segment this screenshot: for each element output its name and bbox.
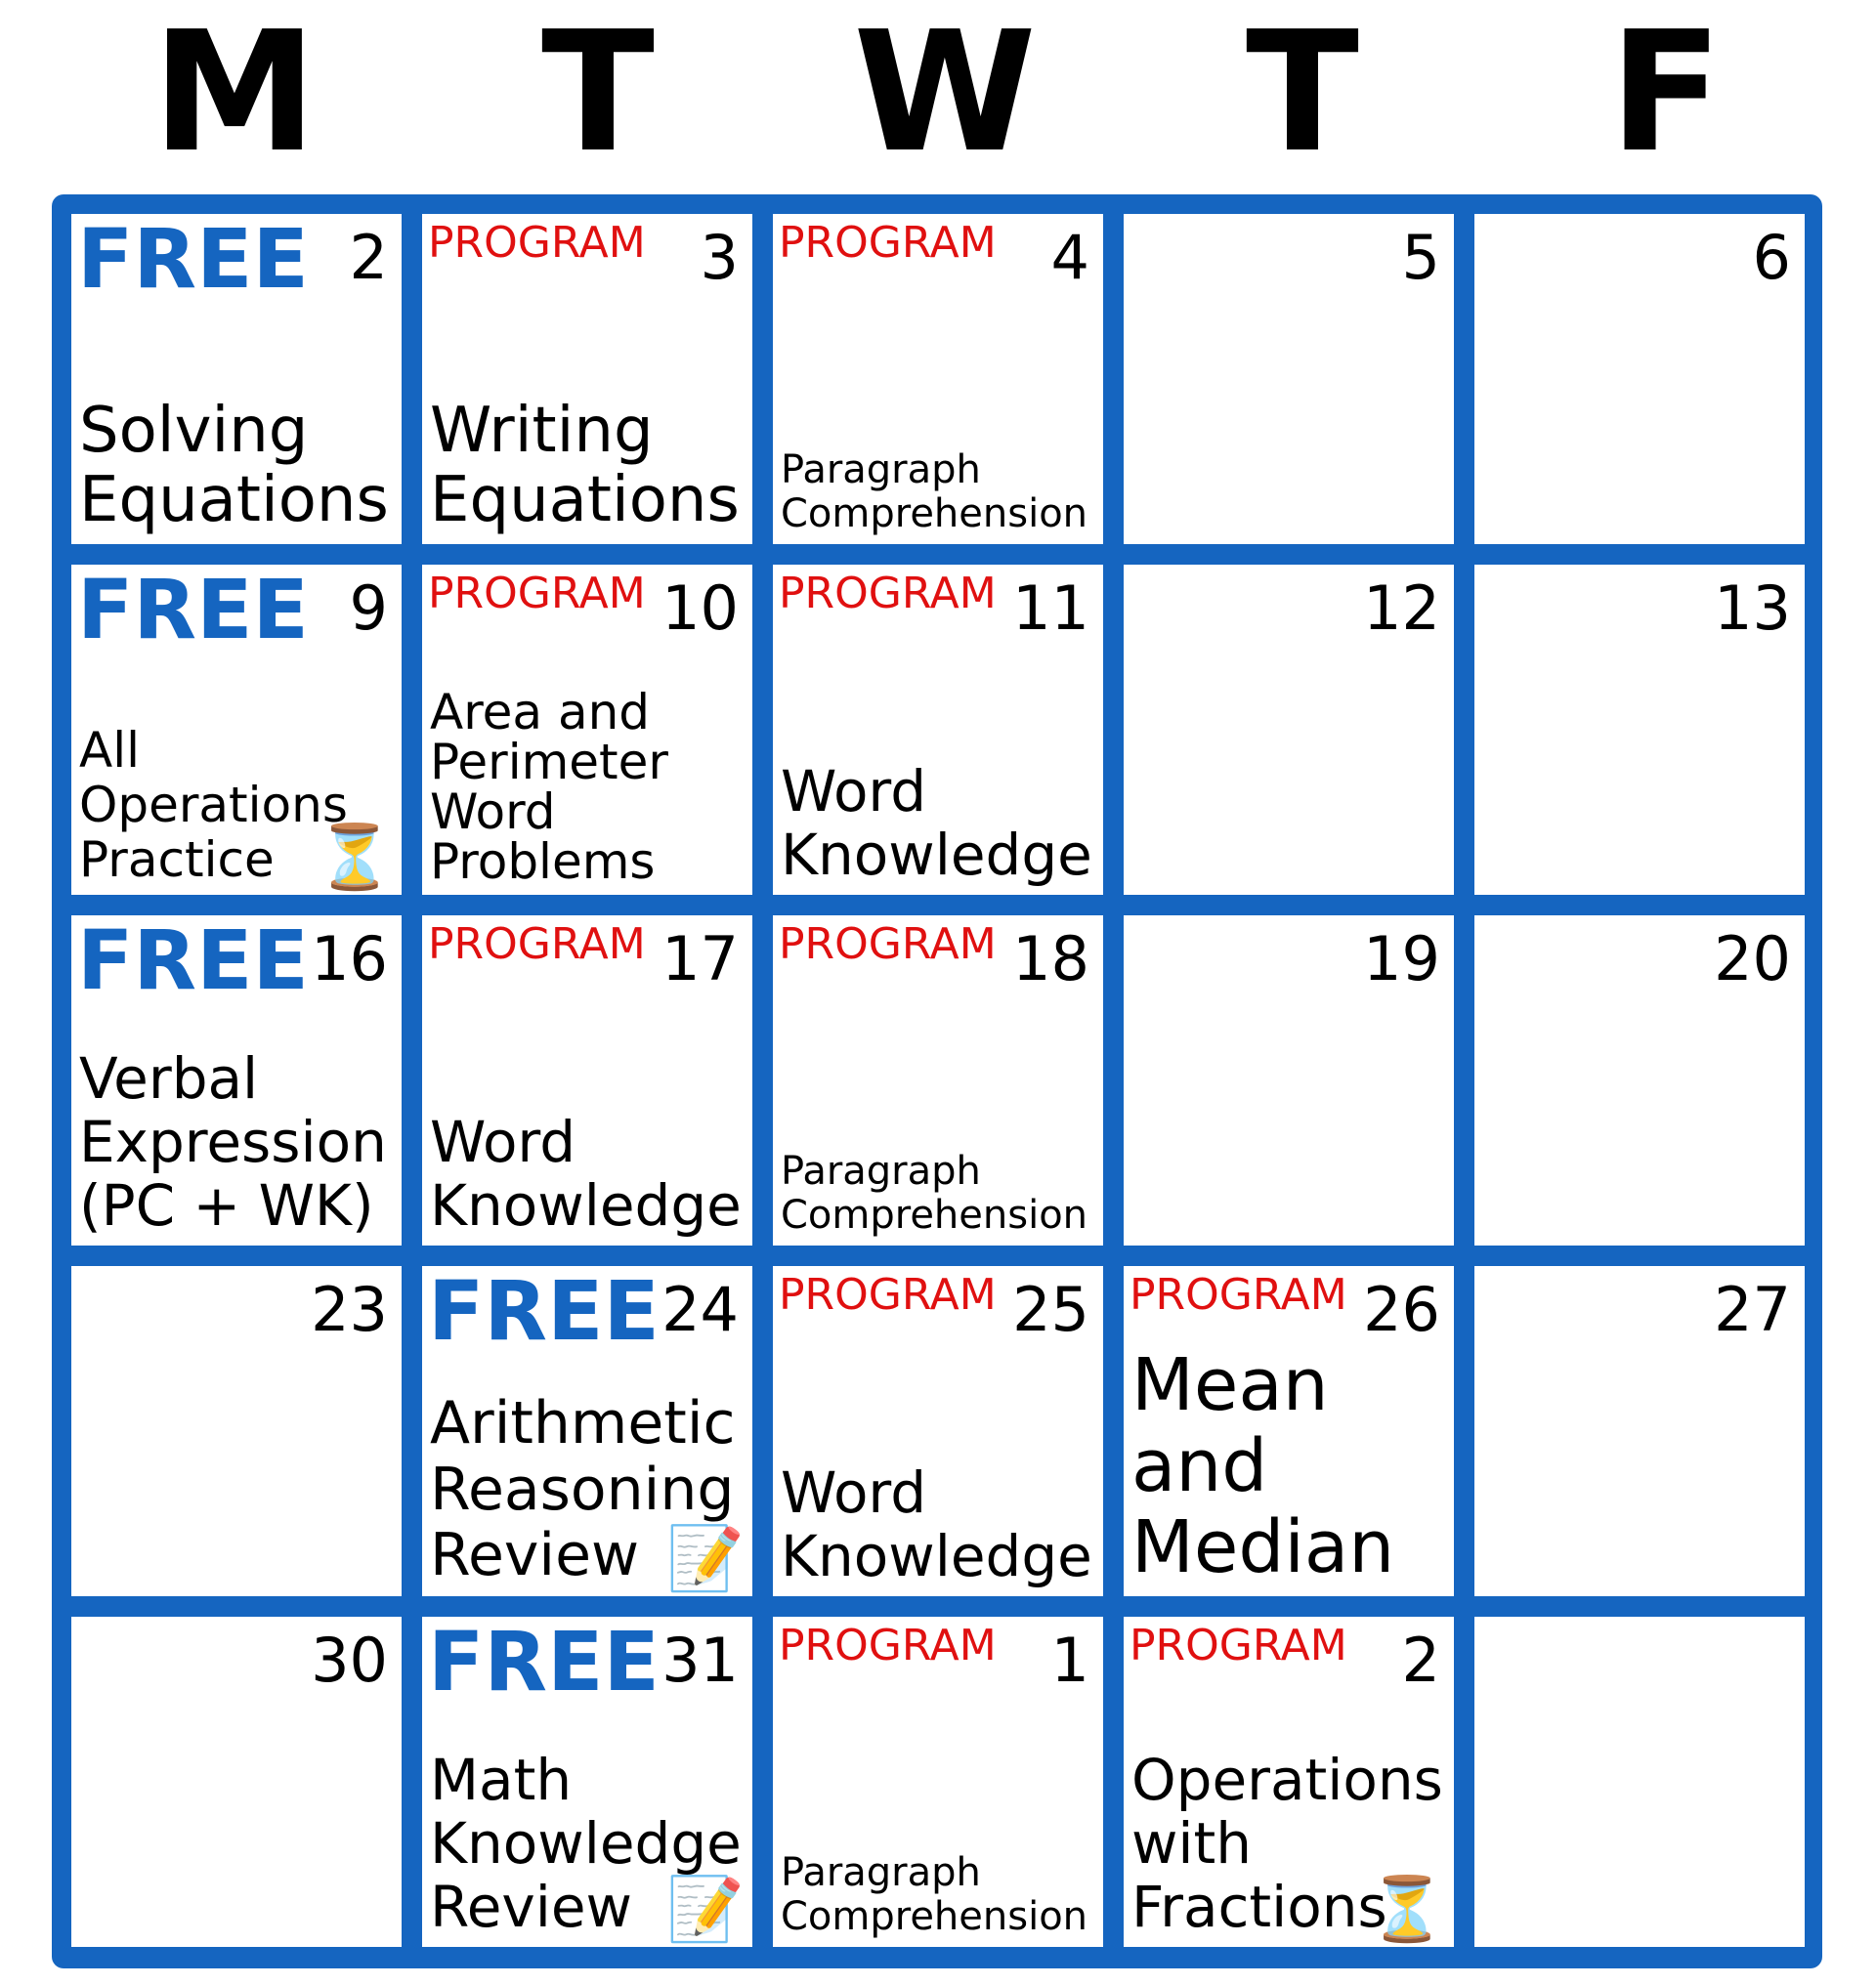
session-title <box>79 723 348 887</box>
program-tag: PROGRAM <box>779 218 997 268</box>
program-tag: PROGRAM <box>1130 1270 1347 1320</box>
session-title <box>430 1111 742 1238</box>
day-number: 26 <box>1363 1274 1440 1345</box>
weekday-thursday: T <box>1246 0 1359 190</box>
session-title-line: Writing <box>430 394 654 467</box>
day-cell <box>773 1617 1103 1947</box>
session-title <box>781 448 1087 536</box>
day-cell <box>1124 1266 1454 1596</box>
session-title-line: Word <box>430 783 556 840</box>
free-tag: FREE <box>428 1617 660 1710</box>
day-cell <box>1474 214 1805 544</box>
session-title <box>430 394 740 537</box>
session-title <box>430 684 668 890</box>
program-tag: PROGRAM <box>1130 1621 1347 1670</box>
session-title-line: Reasoning <box>430 1455 735 1524</box>
weekday-monday: M <box>151 0 318 190</box>
day-number: 23 <box>311 1274 388 1345</box>
session-title-line: Median <box>1131 1505 1395 1590</box>
day-cell <box>1474 1266 1805 1596</box>
day-number: 18 <box>1012 923 1089 994</box>
session-title-line: Equations <box>79 464 389 537</box>
day-cell <box>773 565 1103 895</box>
day-cell <box>1474 565 1805 895</box>
day-number: 11 <box>1012 572 1089 644</box>
session-title-line: Area and <box>430 684 651 740</box>
day-cell <box>71 915 402 1246</box>
session-title <box>79 394 389 537</box>
session-title-line: Review <box>430 1520 640 1589</box>
session-title-line: Knowledge <box>430 1810 742 1878</box>
day-cell <box>1124 565 1454 895</box>
day-number: 13 <box>1714 572 1791 644</box>
session-title <box>781 1851 1087 1939</box>
memo-pencil-icon: 📝 <box>666 1523 745 1595</box>
session-title-line: Fractions <box>1131 1874 1387 1941</box>
session-title-line: Review <box>430 1874 632 1941</box>
session-title-line: Expression <box>79 1109 387 1176</box>
day-cell <box>422 565 752 895</box>
session-title-line: Problems <box>430 833 656 890</box>
program-tag: PROGRAM <box>779 1270 997 1320</box>
hourglass-icon: ⏳ <box>316 822 394 894</box>
hourglass-icon: ⏳ <box>1368 1874 1446 1946</box>
day-number: 5 <box>1401 222 1440 293</box>
session-title-line: Comprehension <box>781 1193 1088 1239</box>
session-title <box>781 760 1092 887</box>
session-title-line: All <box>79 722 140 779</box>
day-cell <box>1474 915 1805 1246</box>
day-cell <box>71 1266 402 1596</box>
session-title-line: Paragraph <box>781 1149 981 1195</box>
day-cell <box>71 214 402 544</box>
session-title-line: Solving <box>79 394 309 467</box>
session-title <box>781 1150 1087 1238</box>
session-title-line: Practice <box>79 831 275 888</box>
session-title-line: Paragraph <box>781 447 981 493</box>
session-title <box>781 1461 1092 1588</box>
session-title-line: Word <box>781 758 927 825</box>
session-title-line: Knowledge <box>781 1523 1092 1590</box>
weekday-header <box>0 0 1876 195</box>
session-title-line: with <box>1131 1810 1253 1878</box>
program-tag: PROGRAM <box>779 919 997 969</box>
session-title-line: Math <box>430 1747 573 1814</box>
program-tag: PROGRAM <box>779 569 997 618</box>
free-tag: FREE <box>77 214 309 307</box>
program-tag: PROGRAM <box>428 218 646 268</box>
day-number: 25 <box>1012 1274 1089 1345</box>
free-tag: FREE <box>428 1266 660 1359</box>
session-title-line: Operations <box>79 777 348 833</box>
day-number: 10 <box>661 572 739 644</box>
day-cell <box>1124 915 1454 1246</box>
day-number: 27 <box>1714 1274 1791 1345</box>
day-cell <box>422 1266 752 1596</box>
day-number: 24 <box>661 1274 739 1345</box>
free-tag: FREE <box>77 915 309 1008</box>
memo-pencil-icon: 📝 <box>666 1874 745 1946</box>
day-cell <box>1124 1617 1454 1947</box>
session-title-line: Paragraph <box>781 1850 981 1896</box>
session-title-line: Comprehension <box>781 491 1088 537</box>
day-cell <box>71 1617 402 1947</box>
weekday-tuesday: T <box>541 0 655 190</box>
session-title-line: (PC + WK) <box>79 1172 374 1240</box>
day-number: 19 <box>1363 923 1440 994</box>
day-number: 2 <box>1401 1625 1440 1696</box>
day-cell <box>1474 1617 1805 1947</box>
free-tag: FREE <box>77 565 309 657</box>
day-cell <box>773 915 1103 1246</box>
weekday-friday: F <box>1608 0 1724 190</box>
session-title-line: Mean <box>1131 1343 1329 1428</box>
day-number: 3 <box>700 222 739 293</box>
day-number: 30 <box>311 1625 388 1696</box>
day-number: 20 <box>1714 923 1791 994</box>
day-cell <box>773 1266 1103 1596</box>
session-title-line: Word <box>781 1459 927 1527</box>
session-title-line: Word <box>430 1109 576 1176</box>
day-cell <box>422 915 752 1246</box>
day-number: 9 <box>349 572 388 644</box>
weekday-wednesday: W <box>853 0 1037 190</box>
session-title-line: Comprehension <box>781 1894 1088 1940</box>
day-number: 2 <box>349 222 388 293</box>
program-tag: PROGRAM <box>428 569 646 618</box>
day-number: 6 <box>1752 222 1791 293</box>
calendar-grid <box>52 194 1822 1968</box>
day-cell <box>422 214 752 544</box>
day-number: 31 <box>661 1625 739 1696</box>
session-title-line: and <box>1131 1424 1268 1509</box>
session-title-line: Verbal <box>79 1045 259 1113</box>
day-cell <box>773 214 1103 544</box>
day-cell <box>422 1617 752 1947</box>
session-title-line: Knowledge <box>781 822 1092 889</box>
session-title <box>1131 1345 1394 1588</box>
day-number: 17 <box>661 923 739 994</box>
program-tag: PROGRAM <box>428 919 646 969</box>
session-title-line: Knowledge <box>430 1172 742 1240</box>
day-cell <box>1124 214 1454 544</box>
day-number: 1 <box>1050 1625 1089 1696</box>
session-title-line: Perimeter <box>430 734 668 790</box>
day-cell <box>71 565 402 895</box>
session-title-line: Arithmetic <box>430 1389 736 1458</box>
day-number: 4 <box>1050 222 1089 293</box>
program-tag: PROGRAM <box>779 1621 997 1670</box>
session-title <box>79 1047 387 1238</box>
session-title-line: Equations <box>430 464 740 537</box>
day-number: 12 <box>1363 572 1440 644</box>
day-number: 16 <box>311 923 388 994</box>
session-title-line: Operations <box>1131 1747 1443 1814</box>
